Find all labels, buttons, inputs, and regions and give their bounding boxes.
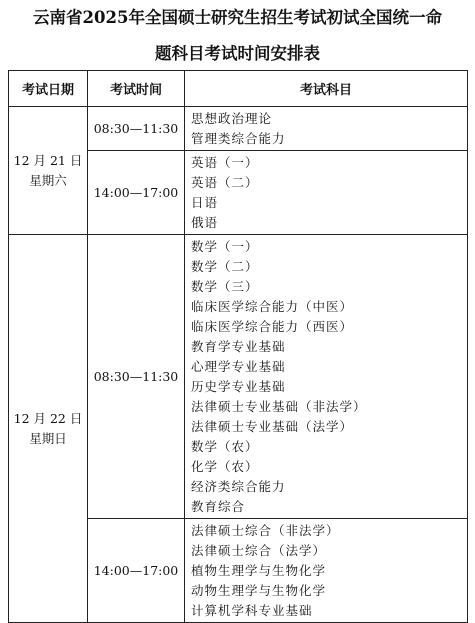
exam-subject: 计算机学科专业基础 [191,603,313,618]
exam-subject-list [185,519,468,623]
exam-subject: 动物生理学与生物化学 [191,583,327,598]
exam-subject: 数学（一） [191,239,259,254]
header-exam-subject: 考试科目 [185,71,468,107]
exam-subject: 教育综合 [191,499,246,514]
exam-time: 14:00—17:00 [88,519,185,623]
exam-time: 08:30—11:30 [88,107,185,151]
exam-weekday: 星期六 [29,172,67,188]
header-exam-time: 考试时间 [88,71,185,107]
exam-subject: 教育学专业基础 [191,339,286,354]
page-title-line-2: 题科目考试时间安排表 [155,44,320,63]
exam-subject: 数学（二） [191,259,259,274]
exam-subject: 历史学专业基础 [191,379,286,394]
exam-subject: 植物生理学与生物化学 [191,563,327,578]
exam-subject: 数学（三） [191,279,259,294]
exam-subject: 临床医学综合能力（西医） [191,319,354,334]
exam-subject: 临床医学综合能力（中医） [191,299,354,314]
table-body [9,107,468,623]
exam-subject-list [185,107,468,151]
exam-subject: 法律硕士综合（非法学） [191,523,340,538]
exam-subject: 俄语 [191,215,219,230]
exam-subject: 法律硕士综合（法学） [191,543,327,558]
exam-schedule-table [8,70,468,623]
header-exam-date: 考试日期 [9,71,88,107]
exam-subject: 管理类综合能力 [191,131,286,146]
exam-date-cell [9,107,88,235]
exam-time: 08:30—11:30 [88,235,185,519]
exam-subject: 化学（农） [191,459,259,474]
exam-date: 12 月 21 日 [13,152,83,168]
exam-date: 12 月 22 日 [13,410,83,426]
exam-subject: 思想政治理论 [191,111,273,126]
exam-date-cell [9,235,88,623]
exam-weekday: 星期日 [29,430,67,446]
exam-subject-list [185,151,468,235]
table-row [9,235,468,519]
table-header-row [9,71,468,107]
page-title-line-1: 云南省2025年全国硕士研究生招生考试初试全国统一命 [33,8,442,27]
exam-subject-list [185,235,468,519]
exam-subject: 法律硕士专业基础（非法学） [191,399,367,414]
table-row [9,107,468,151]
exam-subject: 日语 [191,195,219,210]
exam-subject: 心理学专业基础 [191,359,286,374]
exam-subject: 英语（一） [191,155,259,170]
exam-subject: 法律硕士专业基础（法学） [191,419,354,434]
exam-subject: 数学（农） [191,439,259,454]
exam-time: 14:00—17:00 [88,151,185,235]
exam-subject: 英语（二） [191,175,259,190]
exam-subject: 经济类综合能力 [191,479,286,494]
